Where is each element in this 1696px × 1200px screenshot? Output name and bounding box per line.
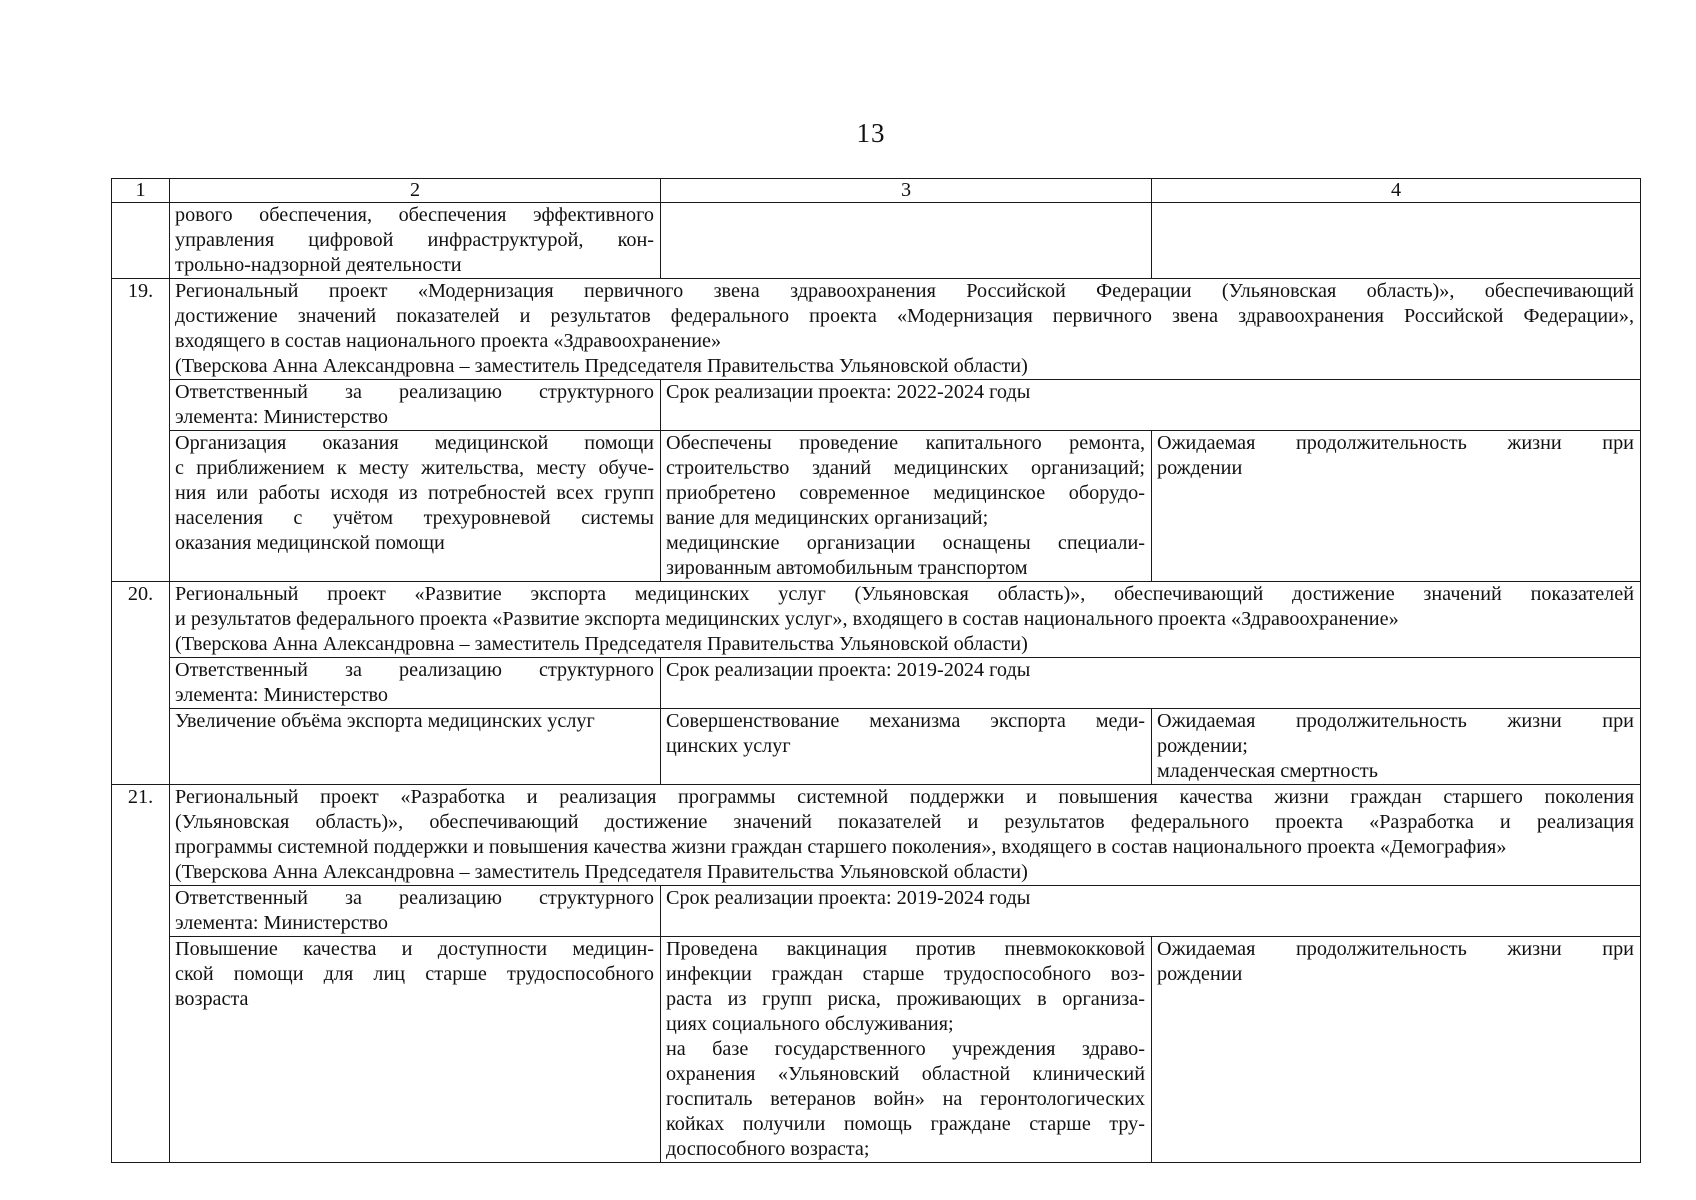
project-title-cell <box>170 582 1641 658</box>
title-line: (Ульяновская область)», обеспечивающий достижение значений показателей и результатов федерального проекта «Разработка и реализация <box>175 811 1634 833</box>
cell-line: инфекции граждан старше трудоспособного воз- <box>666 963 1145 985</box>
cell-line: охранения «Ульяновский областной клинический <box>666 1063 1145 1085</box>
project-title-row <box>112 582 1641 658</box>
indicator-cell <box>1152 709 1641 785</box>
cell-line: с приближением к месту жительства, месту обуче- <box>175 457 654 479</box>
cell-line: ния или работы исходя из потребностей всех групп <box>175 482 654 504</box>
cell-line: Ответственный за реализацию структурного <box>175 381 654 403</box>
cell-line: населения с учётом трехуровневой системы <box>175 507 654 529</box>
task-row <box>112 709 1641 785</box>
project-number: 21. <box>112 785 170 1163</box>
title-line: достижение значений показателей и результатов федерального проекта «Модернизация первичного звена здравоохранения Российской Федерации», <box>175 305 1634 327</box>
cell-line: медицинские организации оснащены специали- <box>666 532 1145 554</box>
cell-line: Ответственный за реализацию структурного <box>175 887 654 909</box>
cell-line: госпиталь ветеранов войн» на геронтологических <box>666 1088 1145 1110</box>
cell-line: раста из групп риска, проживающих в организа- <box>666 988 1145 1010</box>
cell-line: Обеспечены проведение капитального ремонта, <box>666 432 1145 454</box>
project-title-cell <box>170 279 1641 380</box>
cell-line: зированным автомобильным транспортом <box>666 557 1028 579</box>
cell-line: Организация оказания медицинской помощи <box>175 432 654 454</box>
task-cell <box>170 709 661 785</box>
empty-cell <box>661 203 1152 279</box>
continuation-row <box>112 203 1641 279</box>
cell-line: элемента: Министерство <box>175 912 389 934</box>
empty-cell <box>1152 203 1641 279</box>
page-number: 13 <box>856 118 886 148</box>
responsible-cell <box>170 380 661 431</box>
column-header: 3 <box>661 179 1152 203</box>
project-curator: (Тверскова Анна Александровна – заместитель Председателя Правительства Ульяновской области) <box>175 633 1028 655</box>
cell-line: строительство зданий медицинских организаций; <box>666 457 1145 479</box>
title-line: программы системной поддержки и повышения качества жизни граждан старшего поколения», входящего в состав национального проекта «Демография» <box>175 836 1507 858</box>
cell-line: Совершенствование механизма экспорта меди- <box>666 710 1145 732</box>
cell-line: элемента: Министерство <box>175 684 389 706</box>
cell-line: возраста <box>175 988 249 1010</box>
cell-line: младенческая смертность <box>1157 760 1378 782</box>
cell-line: оказания медицинской помощи <box>175 532 445 554</box>
title-line: Региональный проект «Развитие экспорта медицинских услуг (Ульяновская область)», обеспечивающий достижение значений показателей <box>175 583 1634 605</box>
responsible-cell <box>170 658 661 709</box>
cell-line: приобретено современное медицинское оборудо- <box>666 482 1145 504</box>
cell-line: Проведена вакцинация против пневмококковой <box>666 938 1145 960</box>
cell-line: цинских услуг <box>666 735 791 757</box>
column-header: 2 <box>170 179 661 203</box>
cell-line: Ожидаемая продолжительность жизни при <box>1157 710 1634 732</box>
cell-line: доспособного возраста; <box>666 1138 870 1160</box>
task-cell <box>170 431 661 582</box>
cell-line: вание для медицинских организаций; <box>666 507 989 529</box>
cell-line: Повышение качества и доступности медицин- <box>175 938 654 960</box>
indicator-cell <box>1152 937 1641 1163</box>
cell-line: койках получили помощь граждане старше тру- <box>666 1113 1145 1135</box>
title-line: Региональный проект «Модернизация первичного звена здравоохранения Российской Федерации (Ульяновская область)», обеспечивающий <box>175 280 1634 302</box>
responsible-row <box>112 658 1641 709</box>
project-title-cell <box>170 785 1641 886</box>
project-title-row <box>112 785 1641 886</box>
cell-line: рождении <box>1157 963 1243 985</box>
cell-line: рового обеспечения, обеспечения эффективного <box>175 204 654 226</box>
project-number: 20. <box>112 582 170 785</box>
result-cell <box>661 431 1152 582</box>
empty-cell <box>112 203 170 279</box>
cell-line: рождении <box>1157 457 1243 479</box>
column-header: 1 <box>112 179 170 203</box>
task-row <box>112 431 1641 582</box>
title-line: и результатов федерального проекта «Развитие экспорта медицинских услуг», входящего в состав национального проекта «Здравоохранение» <box>175 608 1399 630</box>
responsible-row <box>112 886 1641 937</box>
cell-line: трольно-надзорной деятельности <box>175 254 462 276</box>
column-header: 4 <box>1152 179 1641 203</box>
cell-line: ской помощи для лиц старше трудоспособного <box>175 963 654 985</box>
project-number: 19. <box>112 279 170 582</box>
cell-line: на базе государственного учреждения здраво- <box>666 1038 1145 1060</box>
task-cell <box>170 937 661 1163</box>
cell-line: Увеличение объёма экспорта медицинских услуг <box>175 710 595 732</box>
result-cell <box>661 709 1152 785</box>
result-cell <box>661 937 1152 1163</box>
program-table <box>111 178 1641 1163</box>
cell-line: циях социального обслуживания; <box>666 1013 954 1035</box>
indicator-cell <box>1152 431 1641 582</box>
cell-line: Ответственный за реализацию структурного <box>175 659 654 681</box>
cell-line: управления цифровой инфраструктурой, кон- <box>175 229 654 251</box>
title-line: входящего в состав национального проекта «Здравоохранение» <box>175 330 722 352</box>
term-cell: Срок реализации проекта: 2022-2024 годы <box>661 380 1641 431</box>
table-header-row <box>112 179 1641 203</box>
project-curator: (Тверскова Анна Александровна – заместитель Председателя Правительства Ульяновской области) <box>175 355 1028 377</box>
term-cell: Срок реализации проекта: 2019-2024 годы <box>661 886 1641 937</box>
term-cell: Срок реализации проекта: 2019-2024 годы <box>661 658 1641 709</box>
cell-line: Ожидаемая продолжительность жизни при <box>1157 938 1634 960</box>
task-row <box>112 937 1641 1163</box>
cell-line: рождении; <box>1157 735 1248 757</box>
title-line: Региональный проект «Разработка и реализация программы системной поддержки и повышения качества жизни граждан старшего поколения <box>175 786 1634 808</box>
project-curator: (Тверскова Анна Александровна – заместитель Председателя Правительства Ульяновской области) <box>175 861 1028 883</box>
project-title-row <box>112 279 1641 380</box>
responsible-cell <box>170 886 661 937</box>
continuation-cell <box>170 203 661 279</box>
cell-line: элемента: Министерство <box>175 406 389 428</box>
cell-line: Ожидаемая продолжительность жизни при <box>1157 432 1634 454</box>
responsible-row <box>112 380 1641 431</box>
